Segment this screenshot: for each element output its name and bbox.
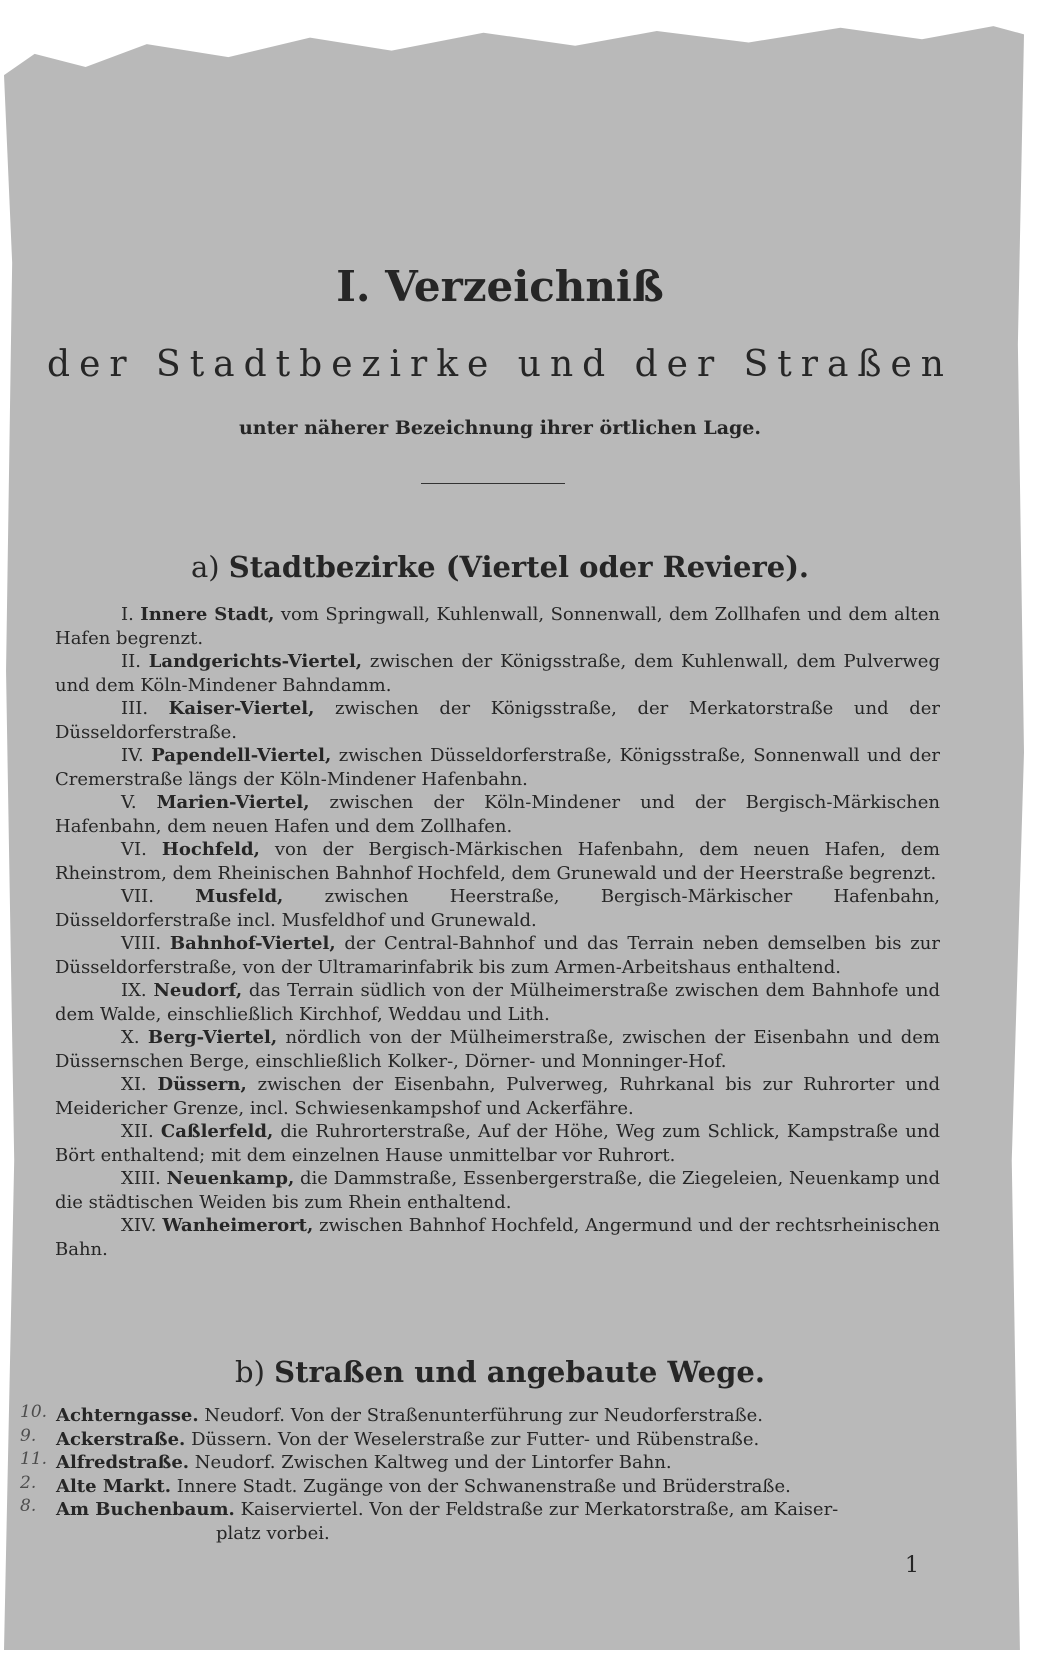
district-name: Wanheimerort,	[162, 1215, 314, 1236]
district-name: Neudorf,	[153, 980, 243, 1001]
district-description: die Dammstraße, Essenbergerstraße, die Ziegeleien, Neuenkamp und die städtischen Weiden bis zum Rhein enthaltend.	[55, 1168, 940, 1213]
district-entry	[55, 885, 940, 932]
street-entry	[22, 1404, 942, 1428]
section-a-heading	[0, 550, 1000, 584]
district-entry	[55, 791, 940, 838]
street-entry	[22, 1451, 942, 1475]
section-b-label: b)	[235, 1355, 265, 1389]
district-entry	[55, 1026, 940, 1073]
street-name: Alfredstraße.	[56, 1452, 190, 1473]
district-number: IV.	[121, 745, 144, 766]
district-entry	[55, 979, 940, 1026]
street-entry	[20, 1425, 942, 1452]
district-description: der Central-Bahnhof und das Terrain neben demselben bis zur Düsseldorferstraße, von der Ultramarinfabrik bis zum Armen-Arbeitshaus enthaltend.	[55, 933, 940, 978]
district-description: zwischen der Köln-Mindener und der Bergisch-Märkischen Hafenbahn, dem neuen Hafen und dem Zollhafen.	[55, 792, 940, 837]
district-description: nördlich von der Mülheimerstraße, zwischen der Eisenbahn und dem Düssernschen Berge, einschließlich Kolker-, Dörner- und Monninger-Hof.	[55, 1027, 940, 1072]
district-entry	[55, 1167, 940, 1214]
district-name: Berg-Viertel,	[147, 1027, 278, 1048]
page-title: I. Verzeichniß	[336, 262, 664, 311]
district-description: vom Springwall, Kuhlenwall, Sonnenwall, dem Zollhafen und dem alten Hafen begrenzt.	[55, 604, 940, 649]
district-description: zwischen der Eisenbahn, Pulverweg, Ruhrkanal bis zur Ruhrorter und Meidericher Grenze, incl. Schwiesenkampshof und Ackerfähre.	[55, 1074, 940, 1119]
handwritten-mark: 10.	[20, 1402, 48, 1422]
district-description: zwischen der Königsstraße, dem Kuhlenwall, dem Pulverweg und dem Köln-Mindener Bahndamm.	[55, 651, 940, 696]
district-number: I.	[121, 604, 134, 625]
district-name: Musfeld,	[195, 886, 284, 907]
district-entry	[55, 1120, 940, 1167]
district-description: die Ruhrorterstraße, Auf der Höhe, Weg zum Schlick, Kampstraße und Bört enthaltend; mit dem einzelnen Hause unmittelbar vor Ruhrort.	[55, 1121, 940, 1166]
page-subtitle: der Stadtbezirke und der Straßen	[47, 344, 953, 385]
district-name: Kaiser-Viertel,	[168, 698, 315, 719]
street-description: Neudorf. Zwischen Kaltweg und der Lintorfer Bahn.	[194, 1452, 672, 1473]
district-entry	[55, 744, 940, 791]
district-name: Papendell-Viertel,	[151, 745, 332, 766]
district-entry	[55, 1073, 940, 1120]
handwritten-mark: 2.	[20, 1472, 37, 1493]
street-entry	[22, 1498, 942, 1545]
district-name: Marien-Viertel,	[156, 792, 310, 813]
street-name: Achterngasse.	[56, 1405, 199, 1426]
district-number: III.	[121, 698, 149, 719]
district-entry	[55, 697, 940, 744]
district-name: Düssern,	[157, 1074, 247, 1095]
title-divider	[421, 483, 565, 484]
district-name: Neuenkamp,	[166, 1168, 295, 1189]
district-number: VIII.	[121, 933, 162, 954]
handwritten-mark: 9.	[20, 1425, 37, 1446]
section-a-title: Stadtbezirke (Viertel oder Reviere).	[228, 550, 810, 584]
district-number: XIII.	[121, 1168, 161, 1189]
street-description: Neudorf. Von der Straßenunterführung zur Neudorferstraße.	[204, 1405, 763, 1426]
district-description: zwischen Bahnhof Hochfeld, Angermund und der rechtsrheinischen Bahn.	[55, 1215, 940, 1260]
section-b-title: Straßen und angebaute Wege.	[274, 1355, 765, 1389]
district-number: XI.	[121, 1074, 147, 1095]
district-number: VI.	[121, 839, 147, 860]
district-description: das Terrain südlich von der Mülheimerstraße zwischen dem Bahnhofe und dem Walde, einschließlich Kirchhof, Weddau und Lith.	[55, 980, 940, 1025]
district-list	[55, 603, 940, 1261]
district-number: IX.	[121, 980, 147, 1001]
district-entry	[55, 838, 940, 885]
handwritten-mark: 11.	[20, 1449, 48, 1469]
district-name: Landgerichts-Viertel,	[148, 651, 363, 672]
district-name: Hochfeld,	[161, 839, 260, 860]
street-description-continued: platz vorbei.	[216, 1522, 330, 1544]
district-number: XIV.	[121, 1215, 157, 1236]
district-name: Caßlerfeld,	[160, 1121, 274, 1142]
district-name: Innere Stadt,	[140, 604, 275, 625]
district-number: II.	[121, 651, 141, 672]
district-entry	[55, 1214, 940, 1261]
district-entry	[55, 603, 940, 650]
section-b-heading	[0, 1355, 1000, 1389]
district-entry	[55, 932, 940, 979]
district-description: zwischen Heerstraße, Bergisch-Märkischer Hafenbahn, Düsseldorferstraße incl. Musfeldhof und Grunewald.	[55, 886, 940, 931]
district-number: X.	[121, 1027, 140, 1048]
street-name: Am Buchenbaum.	[56, 1499, 235, 1520]
district-number: VII.	[121, 886, 154, 907]
district-number: XII.	[121, 1121, 154, 1142]
district-name: Bahnhof-Viertel,	[169, 933, 336, 954]
street-description: Kaiserviertel. Von der Feldstraße zur Merkatorstraße, am Kaiser-	[240, 1499, 839, 1520]
street-name: Alte Markt.	[56, 1475, 171, 1497]
handwritten-mark: 8.	[20, 1496, 37, 1516]
section-a-label: a)	[190, 550, 220, 584]
street-name: Ackerstraße.	[56, 1428, 186, 1450]
page-subsubtitle: unter näherer Bezeichnung ihrer örtlichen Lage.	[238, 417, 762, 439]
street-description: Düssern. Von der Weselerstraße zur Futter- und Rübenstraße.	[191, 1428, 760, 1450]
street-entry	[20, 1472, 942, 1499]
district-number: V.	[121, 792, 137, 813]
district-description: zwischen der Königsstraße, der Merkatorstraße und der Düsseldorferstraße.	[55, 698, 940, 743]
page-number: 1	[905, 1553, 919, 1578]
district-entry	[55, 650, 940, 697]
district-description: von der Bergisch-Märkischen Hafenbahn, dem neuen Hafen, dem Rheinstrom, dem Rheinischen Bahnhof Hochfeld, dem Grunewald und der Heerstraße begrenzt.	[55, 839, 940, 884]
district-description: zwischen Düsseldorferstraße, Königsstraße, Sonnenwall und der Cremerstraße längs der Köln-Mindener Hafenbahn.	[55, 745, 940, 790]
street-description: Innere Stadt. Zugänge von der Schwanenstraße und Brüderstraße.	[176, 1475, 791, 1497]
street-list	[22, 1404, 942, 1545]
